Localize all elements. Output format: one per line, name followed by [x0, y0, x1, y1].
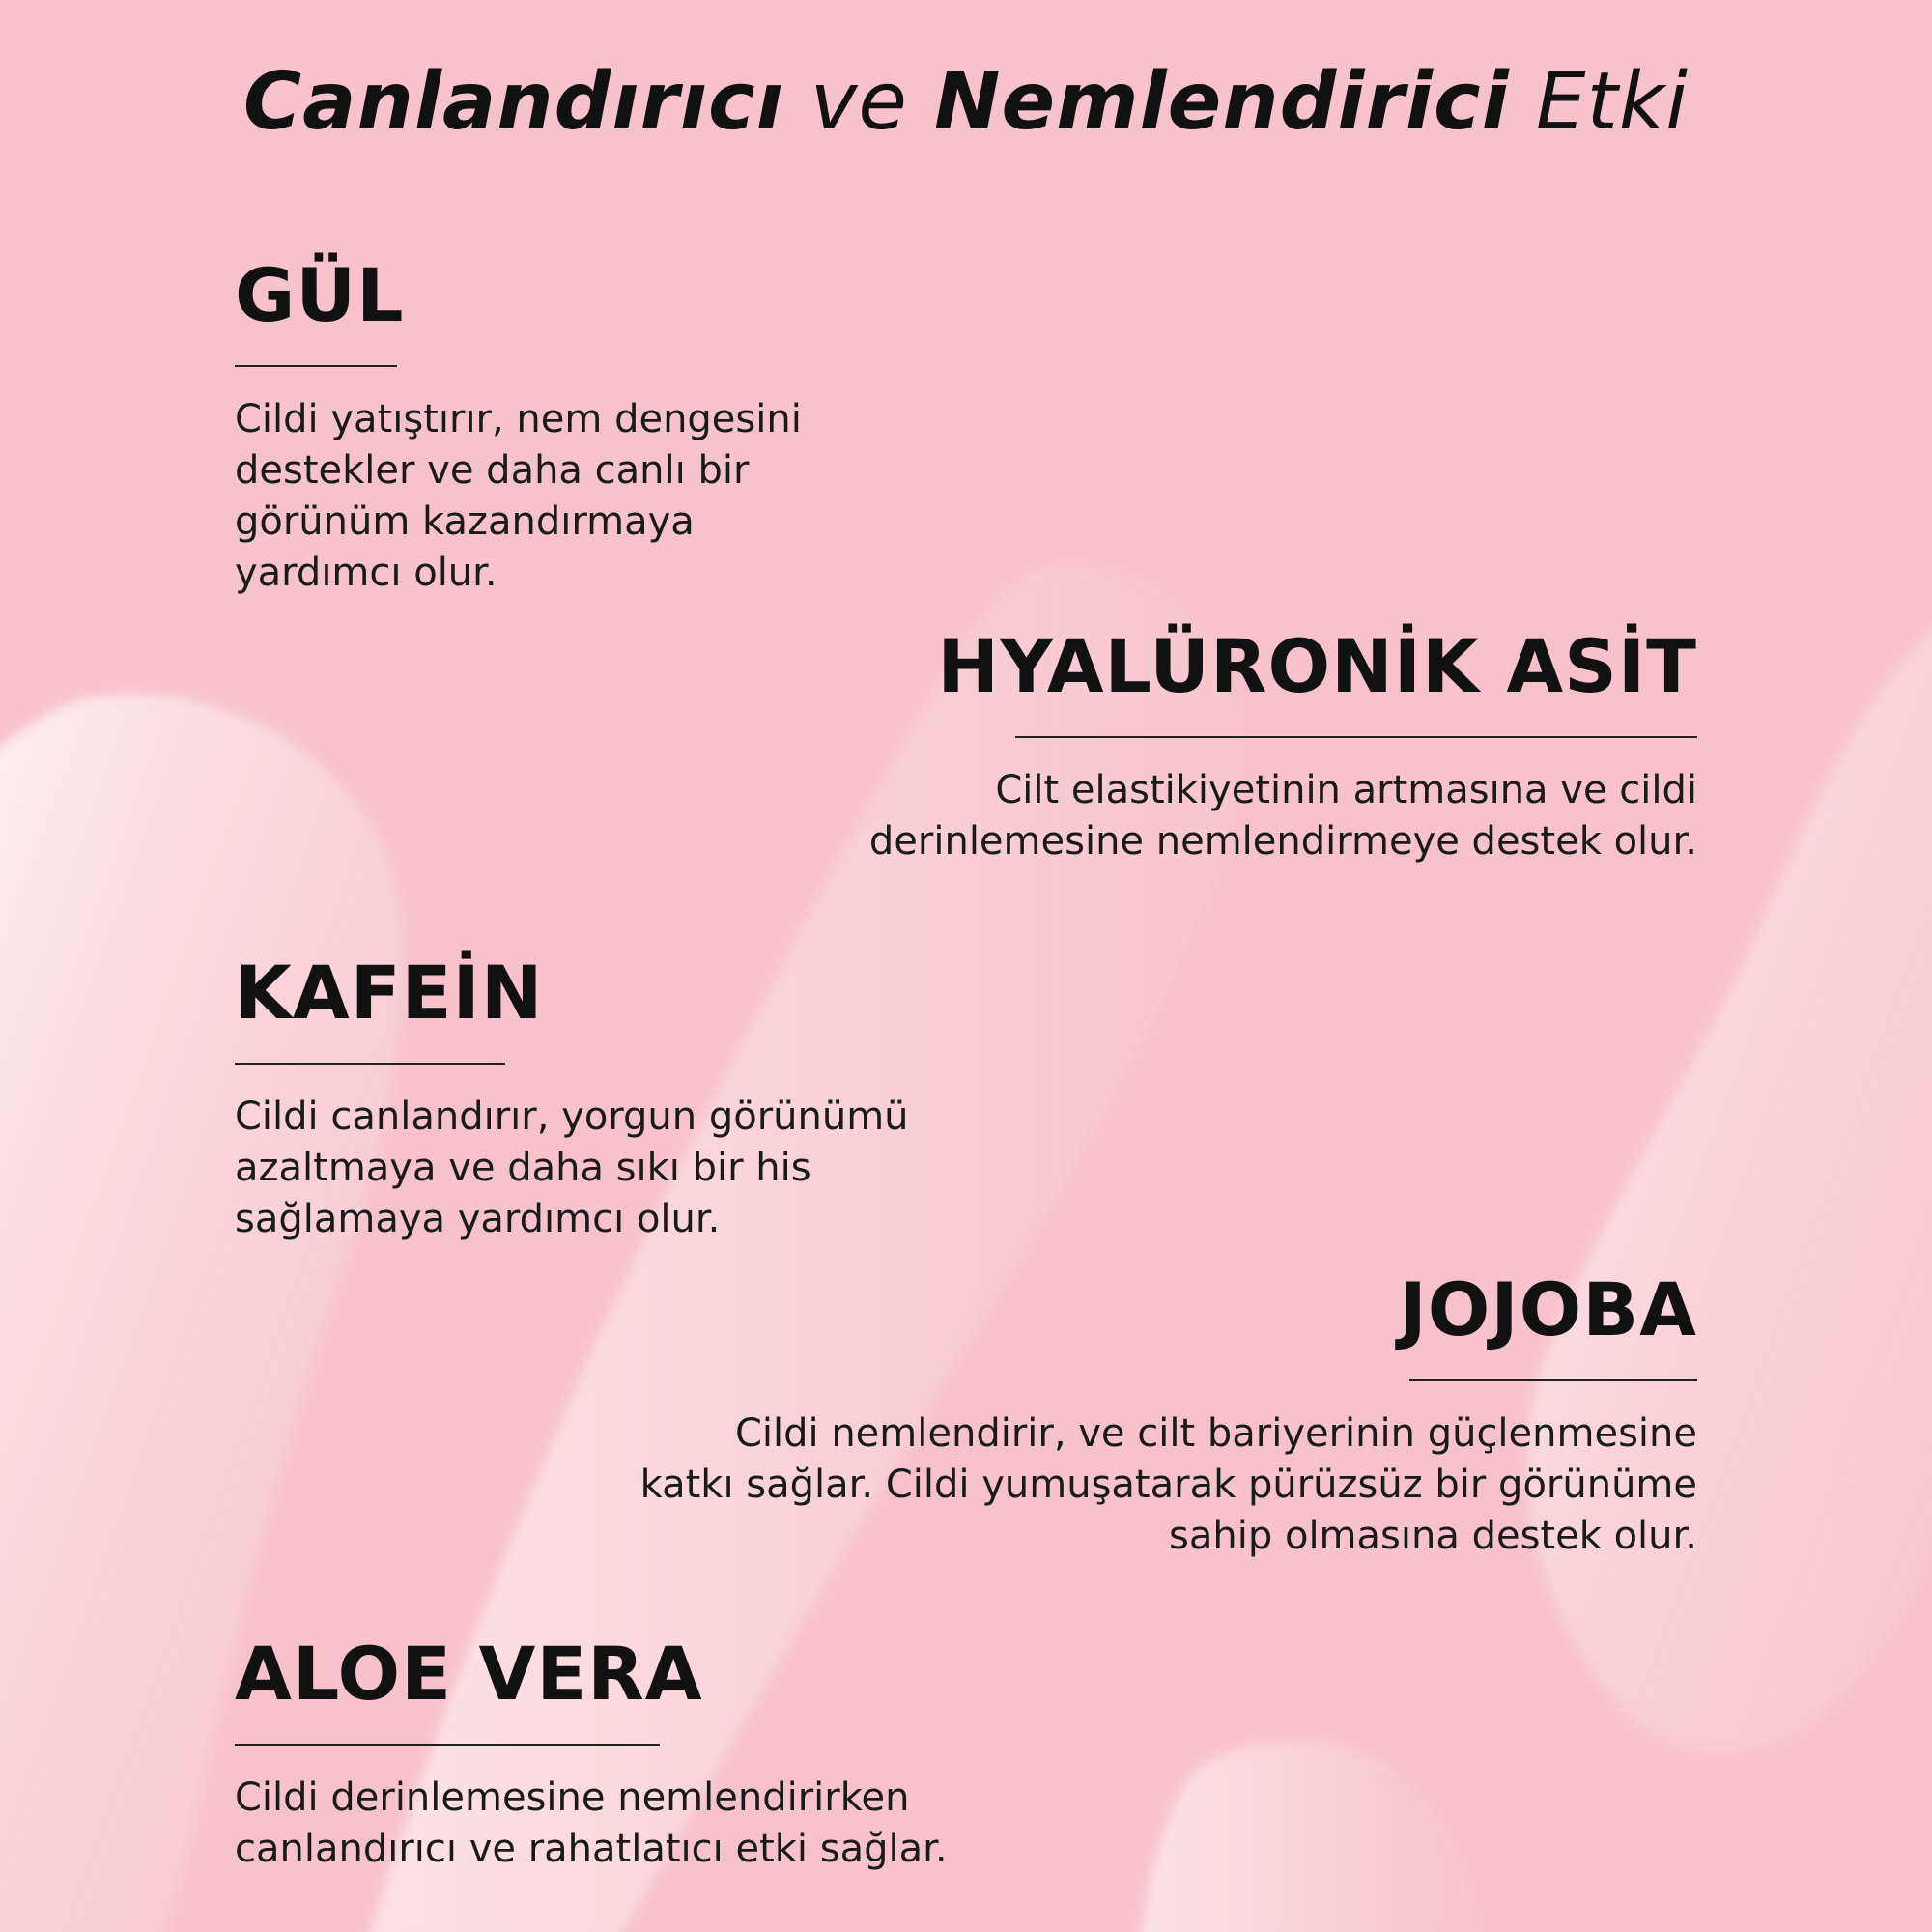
description-line: Cildi nemlendirir, ve cilt bariyerinin güçlenmesine: [734, 1411, 1697, 1456]
ingredient-description: [538, 1408, 1697, 1562]
description-line: azaltmaya ve daha sıkı bir his: [235, 1146, 811, 1190]
description-line: Cildi yatıştırır, nem dengesini: [235, 397, 802, 441]
divider: [1015, 736, 1697, 738]
description-line: katkı sağlar. Cildi yumuşatarak pürüzsüz bir görünüme: [639, 1463, 1697, 1507]
description-line: sahip olmasına destek olur.: [1169, 1514, 1697, 1558]
ingredient-description: [235, 394, 930, 599]
ingredient-name: ALOE VERA: [235, 1631, 703, 1717]
description-line: canlandırıcı ve rahatlatıcı etki sağlar.: [235, 1827, 948, 1871]
ingredient-description: [235, 1092, 1104, 1245]
ingredient-name: JOJOBA: [1399, 1266, 1697, 1352]
ingredient-name: GÜL: [235, 252, 405, 338]
description-line: destekler ve daha canlı bir: [235, 448, 750, 493]
description-line: sağlamaya yardımcı olur.: [235, 1197, 721, 1241]
page-title: [0, 56, 1932, 148]
description-line: görünüm kazandırmaya: [235, 499, 695, 544]
divider: [1409, 1379, 1697, 1381]
description-line: Cildi canlandırır, yorgun görünümü: [235, 1094, 909, 1139]
title-part-3: Nemlendirici: [933, 56, 1510, 148]
description-line: Cilt elastikiyetinin artmasına ve cildi: [995, 768, 1697, 812]
ingredient-name: HYALÜRONİK ASİT: [937, 623, 1697, 709]
ingredient-caffeine: [235, 950, 1104, 1245]
ingredient-hyaluronic-acid: [731, 623, 1697, 867]
divider: [235, 1744, 660, 1746]
ingredient-aloe-vera: [235, 1631, 1104, 1875]
title-part-1: Canlandırıcı: [242, 56, 784, 148]
title-part-2: ve: [810, 56, 908, 148]
ingredient-rose: [235, 252, 930, 599]
ingredient-description: [731, 765, 1697, 867]
ingredient-name: KAFEİN: [235, 950, 544, 1036]
title-part-4: Etki: [1535, 56, 1690, 148]
ingredient-description: [235, 1773, 1104, 1875]
description-line: derinlemesine nemlendirmeye destek olur.: [868, 819, 1697, 864]
description-line: yardımcı olur.: [235, 551, 497, 595]
ingredient-jojoba: [538, 1266, 1697, 1562]
divider: [235, 365, 397, 367]
description-line: Cildi derinlemesine nemlendirirken: [235, 1776, 910, 1820]
divider: [235, 1063, 505, 1065]
